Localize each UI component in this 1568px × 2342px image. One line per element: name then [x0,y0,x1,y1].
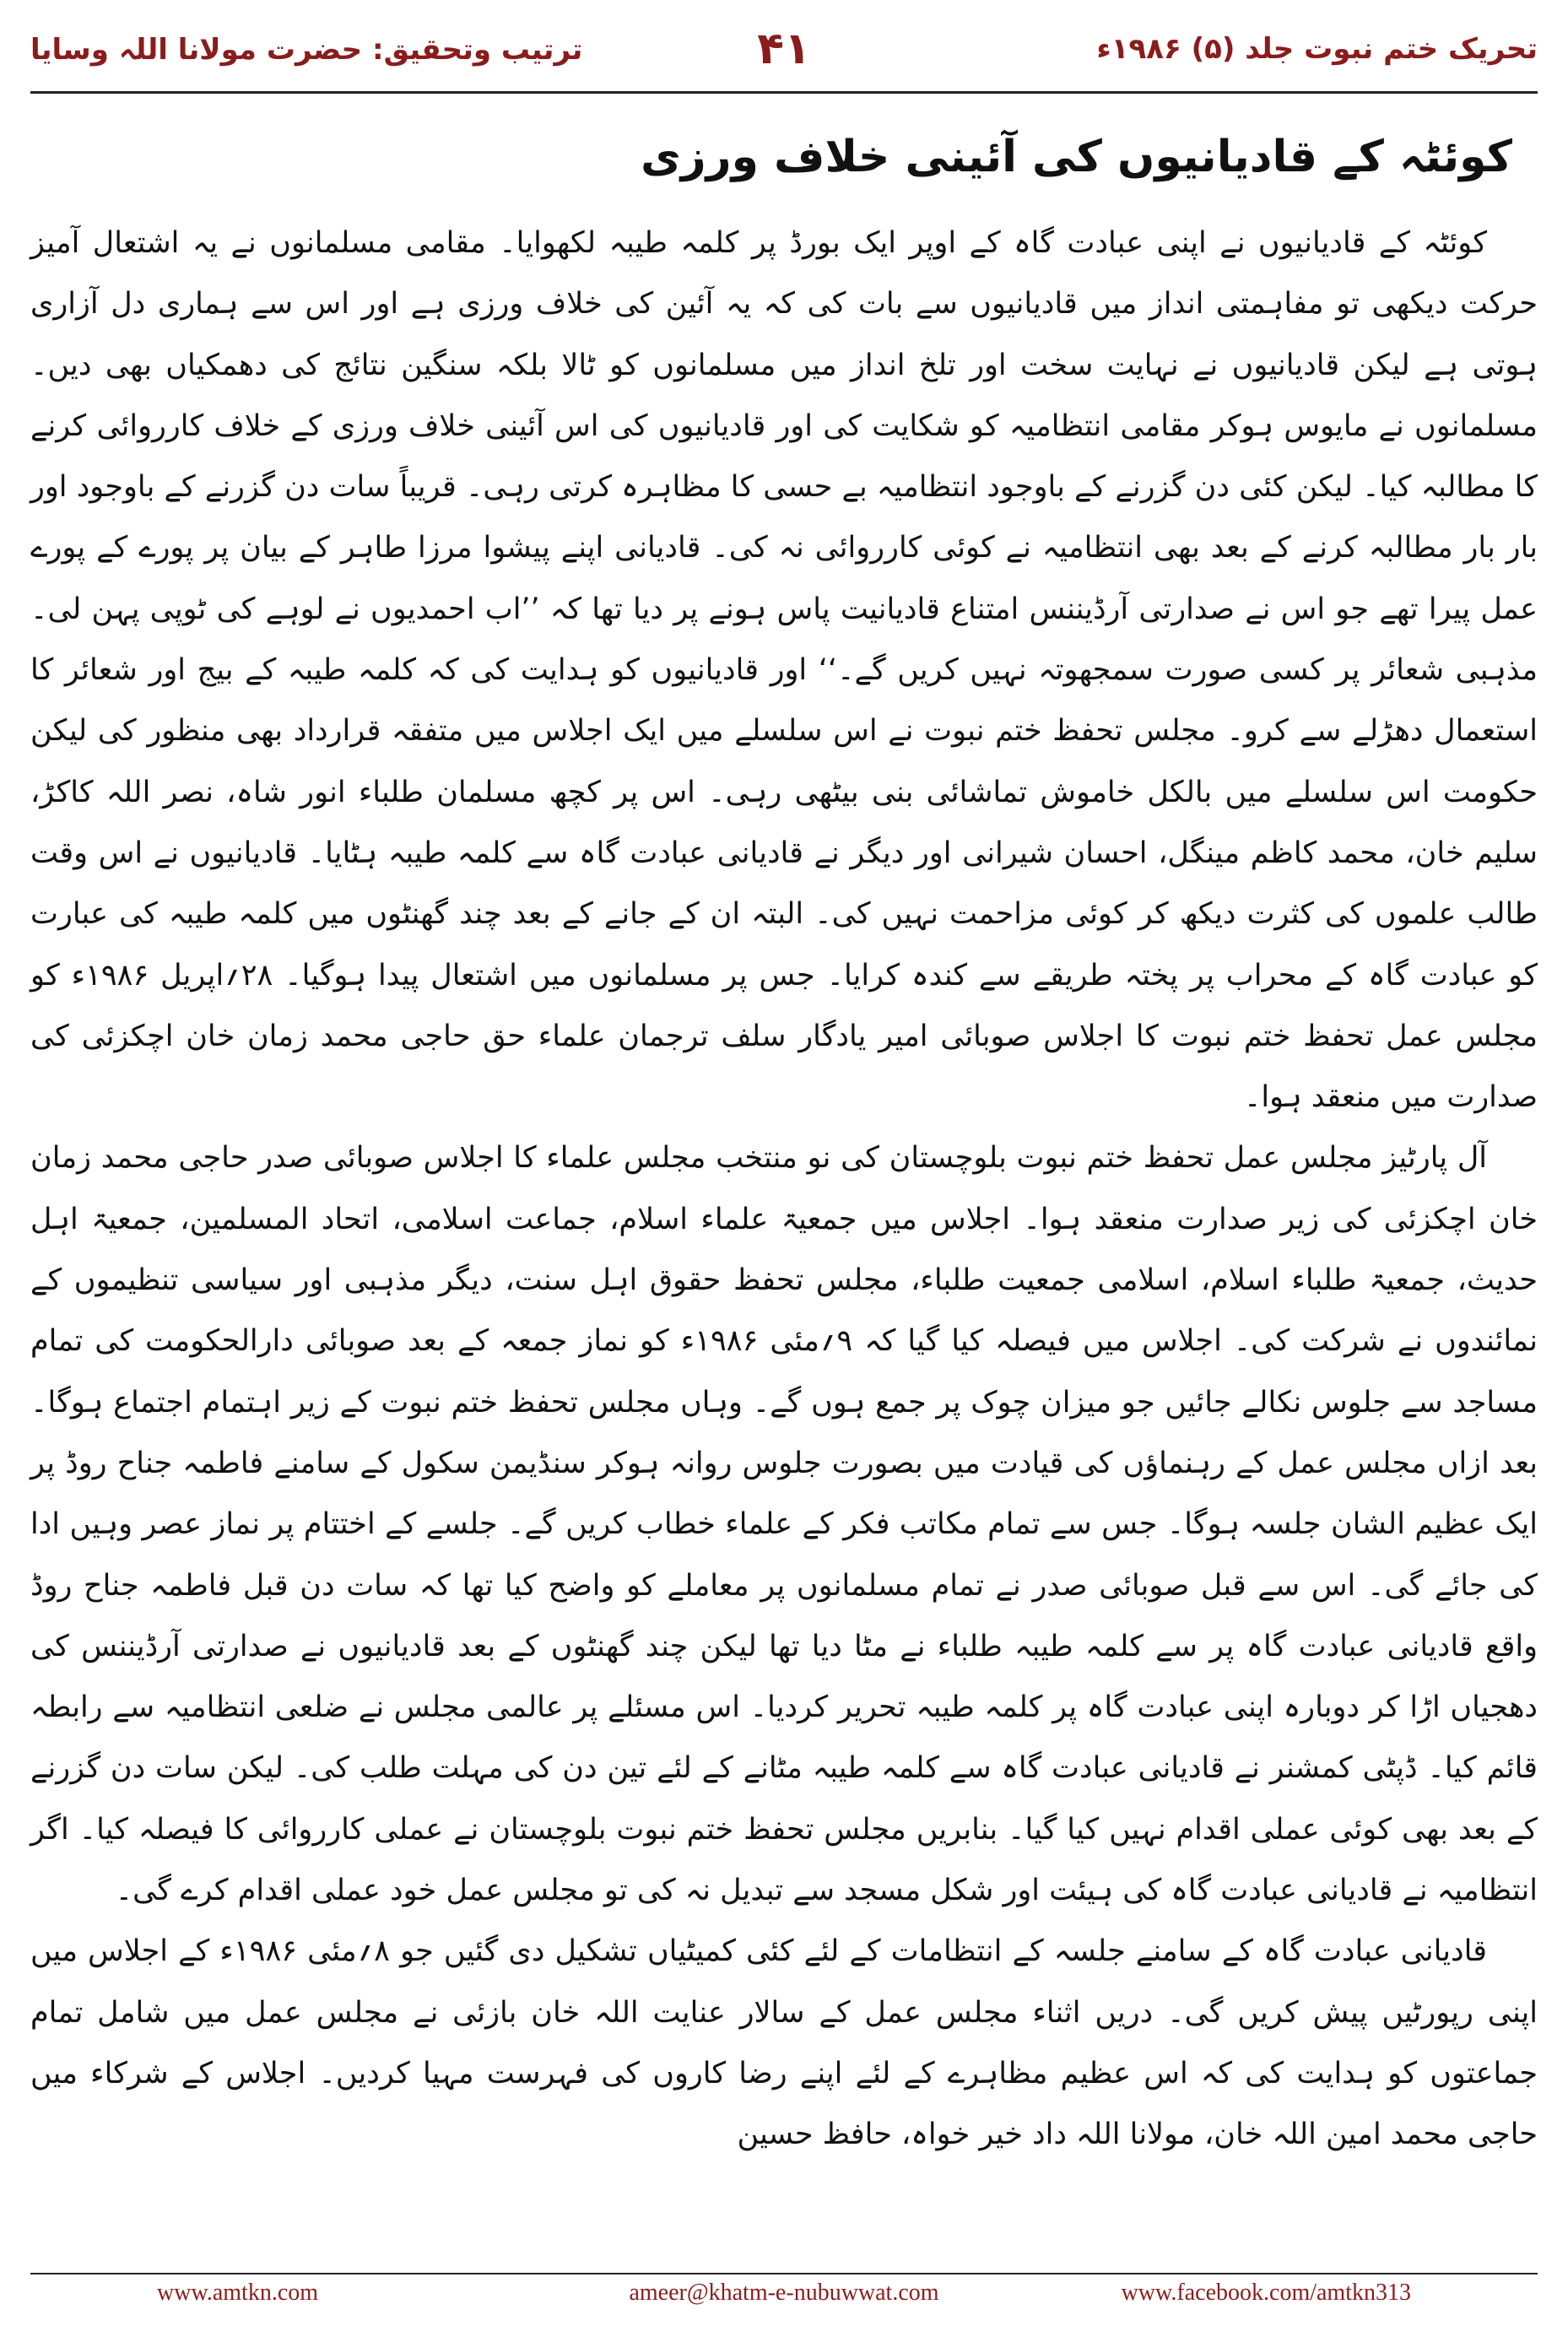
page-footer [30,2273,1538,2312]
email-link[interactable]: ameer@khatm-e-nubuwwat.com [629,2280,939,2306]
header-divider [30,91,1538,94]
compiler-credit: ترتیب وتحقیق: حضرت مولانا اللہ وسایا [30,33,583,67]
book-title: تحریک ختم نبوت جلد (۵) ۱۹۸۶ء [1096,32,1538,66]
website-link[interactable]: www.amtkn.com [157,2280,319,2306]
page-header [30,24,1538,83]
page-number: ۴۱ [757,24,811,74]
paragraph-3: قادیانی عبادت گاہ کے سامنے جلسہ کے انتظامات کے لئے کئی کمیٹیاں تشکیل دی گئیں جو ۸؍مئی ۱۹۸۶ء کے اجلاس میں اپنی رپورٹیں پیش کریں گی۔ دریں اثناء مجلس عمل کے سالار عنایت اللہ خان بازئی نے مجلس عمل میں شامل تمام جماعتوں کو ہدایت کی کہ اس عظیم مظاہرے کے لئے اپنے رضا کاروں کی فہرست مہیا کردیں۔ اجلاس کے شرکاء میں حاجی محمد امین اللہ خان، مولانا اللہ داد خیر خواہ، حافظ حسین [30,1934,1538,2152]
section-heading: کوئٹہ کے قادیانیوں کی آئینی خلاف ورزی [641,132,1512,182]
article-body [30,127,1538,2166]
paragraph-2: آل پارٹیز مجلس عمل تحفظ ختم نبوت بلوچستان کی نو منتخب مجلس علماء کا اجلاس صوبائی صدر حاجی محمد زمان خان اچکزئی کی زیر صدارت منعقد ہوا۔ اجلاس میں جمعیۃ علماء اسلام، جماعت اسلامی، اتحاد المسلمین، جمعیۃ اہل حدیث، جمعیۃ طلباء اسلام، اسلامی جمعیت طلباء، مجلس تحفظ حقوق اہل سنت، دیگر مذہبی اور سیاسی تنظیموں کے نمائندوں نے شرکت کی۔ اجلاس میں فیصلہ کیا گیا کہ ۹؍مئی ۱۹۸۶ء کو نماز جمعہ کے بعد صوبائی دارالحکومت کی تمام مساجد سے جلوس نکالے جائیں جو میزان چوک پر جمع ہوں گے۔ وہاں مجلس تحفظ ختم نبوت کے زیر اہتمام اجتماع ہوگا۔ بعد ازاں مجلس عمل کے رہنماؤں کی قیادت میں بصورت جلوس روانہ ہوکر سنڈیمن سکول کے سامنے فاطمہ جناح روڈ پر ایک عظیم الشان جلسہ ہوگا۔ جس سے تمام مکاتب فکر کے علماء خطاب کریں گے۔ جلسے کے اختتام پر نماز عصر وہیں ادا کی جائے گی۔ اس سے قبل صوبائی صدر نے تمام مسلمانوں پر معاملے کو واضح کیا تھا کہ سات دن قبل فاطمہ جناح روڈ واقع قادیانی عبادت گاہ پر سے کلمہ طیبہ طلباء نے مٹا دیا تھا لیکن چند گھنٹوں کے بعد قادیانیوں نے صدارتی آرڈیننس کی دھجیاں اڑا کر دوبارہ اپنی عبادت گاہ پر کلمہ طیبہ تحریر کردیا۔ اس مسئلے پر عالمی مجلس نے ضلعی انتظامیہ سے رابطہ قائم کیا۔ ڈپٹی کمشنر نے قادیانی عبادت گاہ سے کلمہ طیبہ مٹانے کے لئے تین دن کی مہلت طلب کی۔ لیکن سات دن گزرنے کے بعد بھی کوئی عملی اقدام نہیں کیا گیا۔ بنابریں مجلس تحفظ ختم نبوت بلوچستان نے عملی کارروائی کا فیصلہ کیا۔ اگر انتظامیہ نے قادیانی عبادت گاہ کی ہیئت اور شکل مسجد سے تبدیل نہ کی تو مجلس عمل خود عملی اقدام کرے گی۔ [30,1141,1538,1908]
facebook-link[interactable]: www.facebook.com/amtkn313 [1121,2280,1411,2306]
paragraph-1: کوئٹہ کے قادیانیوں نے اپنی عبادت گاہ کے اوپر ایک بورڈ پر کلمہ طیبہ لکھوایا۔ مقامی مسلمانوں نے یہ اشتعال آمیز حرکت دیکھی تو مفاہمتی انداز میں قادیانیوں سے بات کی کہ یہ آئین کی خلاف ورزی ہے اور اس سے ہماری دل آزاری ہوتی ہے لیکن قادیانیوں نے نہایت سخت اور تلخ انداز میں مسلمانوں کو ٹالا بلکہ سنگین نتائج کی دھمکیاں بھی دیں۔ مسلمانوں نے مایوس ہوکر مقامی انتظامیہ کو شکایت کی اور قادیانیوں کی اس آئینی خلاف ورزی کے خلاف کارروائی کرنے کا مطالبہ کیا۔ لیکن کئی دن گزرنے کے باوجود انتظامیہ بے حسی کا مظاہرہ کرتی رہی۔ قریباً سات دن گزرنے کے باوجود اور بار بار مطالبہ کرنے کے بعد بھی انتظامیہ نے کوئی کارروائی نہ کی۔ قادیانی اپنے پیشوا مرزا طاہر کے بیان پر پورے کے پورے عمل پیرا تھے جو اس نے صدارتی آرڈیننس امتناع قادیانیت پاس ہونے پر دیا تھا کہ ’’اب احمدیوں نے لوہے کی ٹوپی پہن لی۔ مذہبی شعائر پر کسی صورت سمجھوتہ نہیں کریں گے۔‘‘ اور قادیانیوں کو ہدایت کی کہ کلمہ طیبہ کے بیج اور شعائر کا استعمال دھڑلے سے کرو۔ مجلس تحفظ ختم نبوت نے اس سلسلے میں ایک اجلاس میں متفقہ قرارداد بھی منظور کی لیکن حکومت اس سلسلے میں بالکل خاموش تماشائی بنی بیٹھی رہی۔ اس پر کچھ مسلمان طلباء انور شاہ، نصر اللہ کاکڑ، سلیم خان، محمد کاظم مینگل، احسان شیرانی اور دیگر نے قادیانی عبادت گاہ سے کلمہ طیبہ ہٹایا۔ قادیانیوں نے اس وقت طالب علموں کی کثرت دیکھ کر کوئی مزاحمت نہیں کی۔ البتہ ان کے جانے کے بعد چند گھنٹوں میں کلمہ طیبہ کی عبارت کو عبادت گاہ کے محراب پر پختہ طریقے سے کندہ کرایا۔ جس پر مسلمانوں میں اشتعال پیدا ہوگیا۔ ۲۸؍اپریل ۱۹۸۶ء کو مجلس عمل تحفظ ختم نبوت کا اجلاس صوبائی امیر یادگار سلف ترجمان علماء حق حاجی محمد زمان خان اچکزئی کی صدارت میں منعقد ہوا۔ [30,226,1538,1115]
